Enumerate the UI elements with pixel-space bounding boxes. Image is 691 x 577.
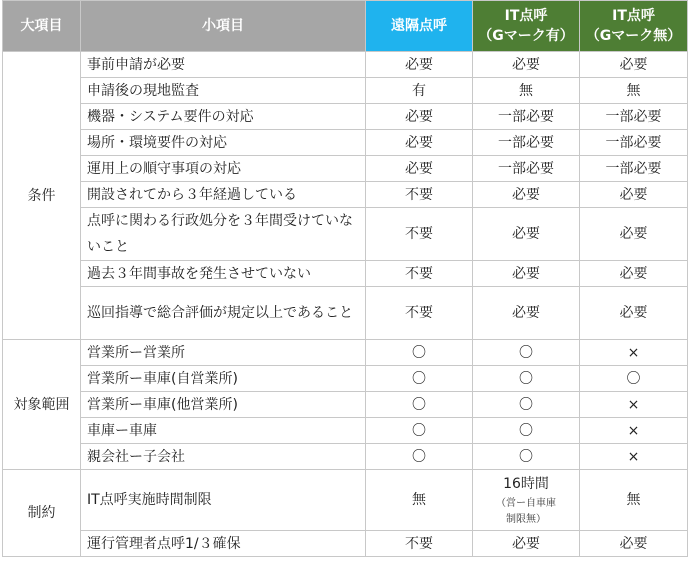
header-it-rollcall-gmark xyxy=(473,1,580,52)
cell-it-gmark xyxy=(473,470,580,531)
comparison-table-wrapper xyxy=(2,0,688,557)
cell-it-gmark: 〇 xyxy=(473,444,580,470)
cell-it-no-gmark: 必要 xyxy=(580,261,688,287)
row-item: 点呼に関わる行政処分を３年間受けていないこと xyxy=(81,208,366,261)
table-row xyxy=(3,287,688,340)
cell-it-gmark: 無 xyxy=(473,78,580,104)
row-item: 運用上の順守事項の対応 xyxy=(81,156,366,182)
header-item: 小項目 xyxy=(81,1,366,52)
row-item: 親会社ー子会社 xyxy=(81,444,366,470)
header-row xyxy=(3,1,688,52)
time-limit-value: 16時間 xyxy=(503,476,549,492)
cell-it-no-gmark: 一部必要 xyxy=(580,130,688,156)
time-limit-note-line2: 制限無） xyxy=(506,514,546,525)
row-item: 営業所ー車庫(他営業所) xyxy=(81,392,366,418)
table-row xyxy=(3,444,688,470)
cell-it-gmark: 一部必要 xyxy=(473,130,580,156)
header-category: 大項目 xyxy=(3,1,81,52)
cell-remote: 必要 xyxy=(366,52,473,78)
cell-it-no-gmark: × xyxy=(580,340,688,366)
row-item: 営業所ー車庫(自営業所) xyxy=(81,366,366,392)
cell-remote: 不要 xyxy=(366,531,473,557)
table-row xyxy=(3,261,688,287)
cell-remote: 〇 xyxy=(366,418,473,444)
cell-remote: 有 xyxy=(366,78,473,104)
cell-it-gmark: 〇 xyxy=(473,392,580,418)
cell-remote: 〇 xyxy=(366,392,473,418)
cell-it-gmark: 必要 xyxy=(473,52,580,78)
cell-remote: 不要 xyxy=(366,182,473,208)
cell-remote: 〇 xyxy=(366,340,473,366)
row-item: 申請後の現地監査 xyxy=(81,78,366,104)
table-row xyxy=(3,418,688,444)
comparison-table xyxy=(2,0,688,557)
row-item: 開設されてから３年経過している xyxy=(81,182,366,208)
category-limits: 制約 xyxy=(3,470,81,557)
cell-it-no-gmark: 一部必要 xyxy=(580,104,688,130)
cell-it-gmark: 一部必要 xyxy=(473,156,580,182)
table-row xyxy=(3,470,688,531)
cell-it-no-gmark: 無 xyxy=(580,470,688,531)
cell-it-gmark: 〇 xyxy=(473,418,580,444)
cell-remote: 〇 xyxy=(366,444,473,470)
cell-it-no-gmark: × xyxy=(580,444,688,470)
row-item: 場所・環境要件の対応 xyxy=(81,130,366,156)
table-row xyxy=(3,340,688,366)
cell-it-no-gmark: 必要 xyxy=(580,52,688,78)
table-row xyxy=(3,78,688,104)
cell-remote: 不要 xyxy=(366,208,473,261)
table-row xyxy=(3,156,688,182)
cell-it-no-gmark: × xyxy=(580,418,688,444)
cell-it-gmark: 必要 xyxy=(473,287,580,340)
cell-it-no-gmark: 無 xyxy=(580,78,688,104)
table-row xyxy=(3,104,688,130)
cell-remote: 必要 xyxy=(366,104,473,130)
cell-it-no-gmark: 必要 xyxy=(580,182,688,208)
cell-remote: 〇 xyxy=(366,366,473,392)
cell-it-gmark: 必要 xyxy=(473,208,580,261)
header-it-gmark-line1: IT点呼 xyxy=(504,8,548,24)
row-item: 車庫ー車庫 xyxy=(81,418,366,444)
header-remote-rollcall: 遠隔点呼 xyxy=(366,1,473,52)
cell-it-gmark: 〇 xyxy=(473,340,580,366)
row-item: 巡回指導で総合評価が規定以上であること xyxy=(81,287,366,340)
cell-it-no-gmark: 必要 xyxy=(580,287,688,340)
category-scope: 対象範囲 xyxy=(3,340,81,470)
cell-remote: 必要 xyxy=(366,156,473,182)
table-row xyxy=(3,366,688,392)
table-row xyxy=(3,130,688,156)
category-conditions: 条件 xyxy=(3,52,81,340)
row-item: 運行管理者点呼1/３確保 xyxy=(81,531,366,557)
cell-remote: 不要 xyxy=(366,287,473,340)
cell-remote: 必要 xyxy=(366,130,473,156)
header-it-gmark-line2: （Gマーク有） xyxy=(478,28,574,44)
cell-it-gmark: 必要 xyxy=(473,182,580,208)
cell-it-no-gmark: × xyxy=(580,392,688,418)
row-item: 過去３年間事故を発生させていない xyxy=(81,261,366,287)
row-item: 事前申請が必要 xyxy=(81,52,366,78)
cell-remote: 無 xyxy=(366,470,473,531)
header-it-nogmark-line2: （Gマーク無） xyxy=(585,28,682,44)
cell-it-gmark: 必要 xyxy=(473,531,580,557)
table-row xyxy=(3,52,688,78)
row-item: IT点呼実施時間制限 xyxy=(81,470,366,531)
row-item: 機器・システム要件の対応 xyxy=(81,104,366,130)
row-item: 営業所ー営業所 xyxy=(81,340,366,366)
header-it-rollcall-no-gmark xyxy=(580,1,688,52)
cell-it-gmark: 必要 xyxy=(473,261,580,287)
cell-it-no-gmark: 必要 xyxy=(580,531,688,557)
table-row xyxy=(3,208,688,261)
time-limit-note-line1: （営ー自車庫 xyxy=(496,498,556,509)
cell-it-no-gmark: 〇 xyxy=(580,366,688,392)
cell-remote: 不要 xyxy=(366,261,473,287)
header-it-nogmark-line1: IT点呼 xyxy=(612,8,655,24)
cell-it-no-gmark: 一部必要 xyxy=(580,156,688,182)
table-row xyxy=(3,392,688,418)
cell-it-gmark: 〇 xyxy=(473,366,580,392)
cell-it-gmark: 一部必要 xyxy=(473,104,580,130)
table-row xyxy=(3,531,688,557)
cell-it-no-gmark: 必要 xyxy=(580,208,688,261)
table-row xyxy=(3,182,688,208)
